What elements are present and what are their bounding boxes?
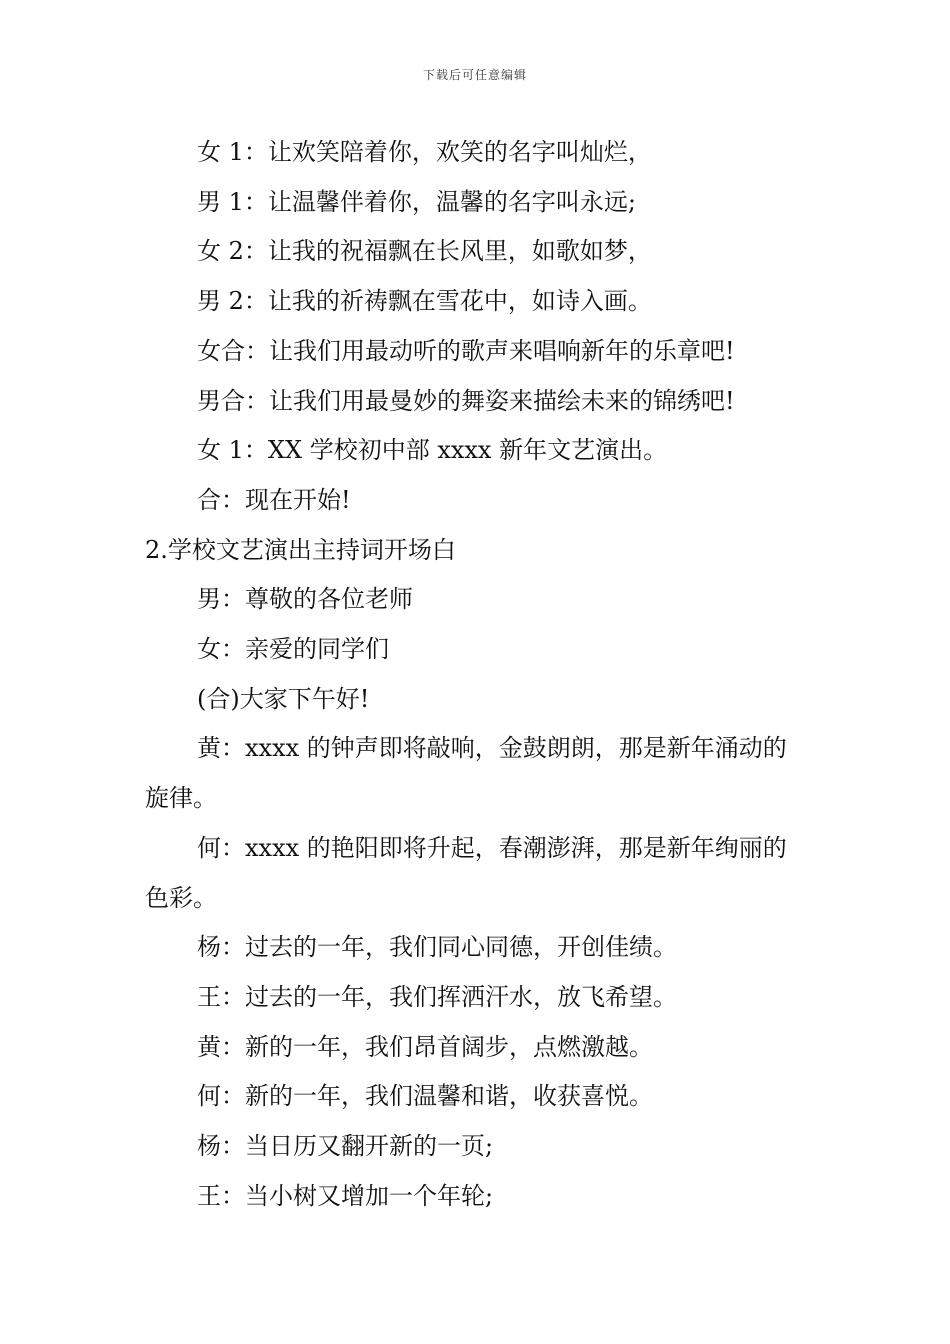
dialogue-line: 女 1：让欢笑陪着你，欢笑的名字叫灿烂， [197,138,652,166]
dialogue-line: (合)大家下午好! [197,684,370,713]
document-body [145,128,810,1221]
dialogue-line: 女 1：XX 学校初中部 xxxx 新年文艺演出。 [197,436,668,465]
dialogue-line: 杨：过去的一年，我们同心同德，开创佳绩。 [197,933,677,962]
page-header: 下载后可任意编辑 [422,68,527,82]
dialogue-line: 男：尊敬的各位老师 [197,585,413,614]
dialogue-line: 王：当小树又增加一个年轮; [197,1181,494,1210]
dialogue-line: 王：过去的一年，我们挥洒汗水，放飞希望。 [197,982,677,1011]
dialogue-line: 合：现在开始! [197,485,351,514]
dialogue-line: 男 1：让温馨伴着你，温馨的名字叫永远; [197,187,636,216]
dialogue-line: 女合：让我们用最动听的歌声来唱响新年的乐章吧! [197,336,735,365]
dialogue-line: 男 2：让我的祈祷飘在雪花中，如诗入画。 [197,287,652,316]
dialogue-paragraph: 黄：xxxx 的钟声即将敲响，金鼓朗朗，那是新年涌动的旋律。 [145,734,787,813]
dialogue-line: 何：新的一年，我们温馨和谐，收获喜悦。 [197,1082,653,1111]
dialogue-paragraph: 何：xxxx 的艳阳即将升起，春潮澎湃，那是新年绚丽的色彩。 [145,833,787,912]
dialogue-line: 男合：让我们用最曼妙的舞姿来描绘未来的锦绣吧! [197,386,735,415]
section-heading: 2.学校文艺演出主持词开场白 [145,535,456,564]
dialogue-line: 女：亲爱的同学们 [197,635,389,664]
dialogue-line: 女 2：让我的祝福飘在长风里，如歌如梦， [197,237,652,266]
dialogue-line: 杨：当日历又翻开新的一页; [197,1132,494,1161]
dialogue-line: 黄：新的一年，我们昂首阔步，点燃激越。 [197,1032,653,1061]
